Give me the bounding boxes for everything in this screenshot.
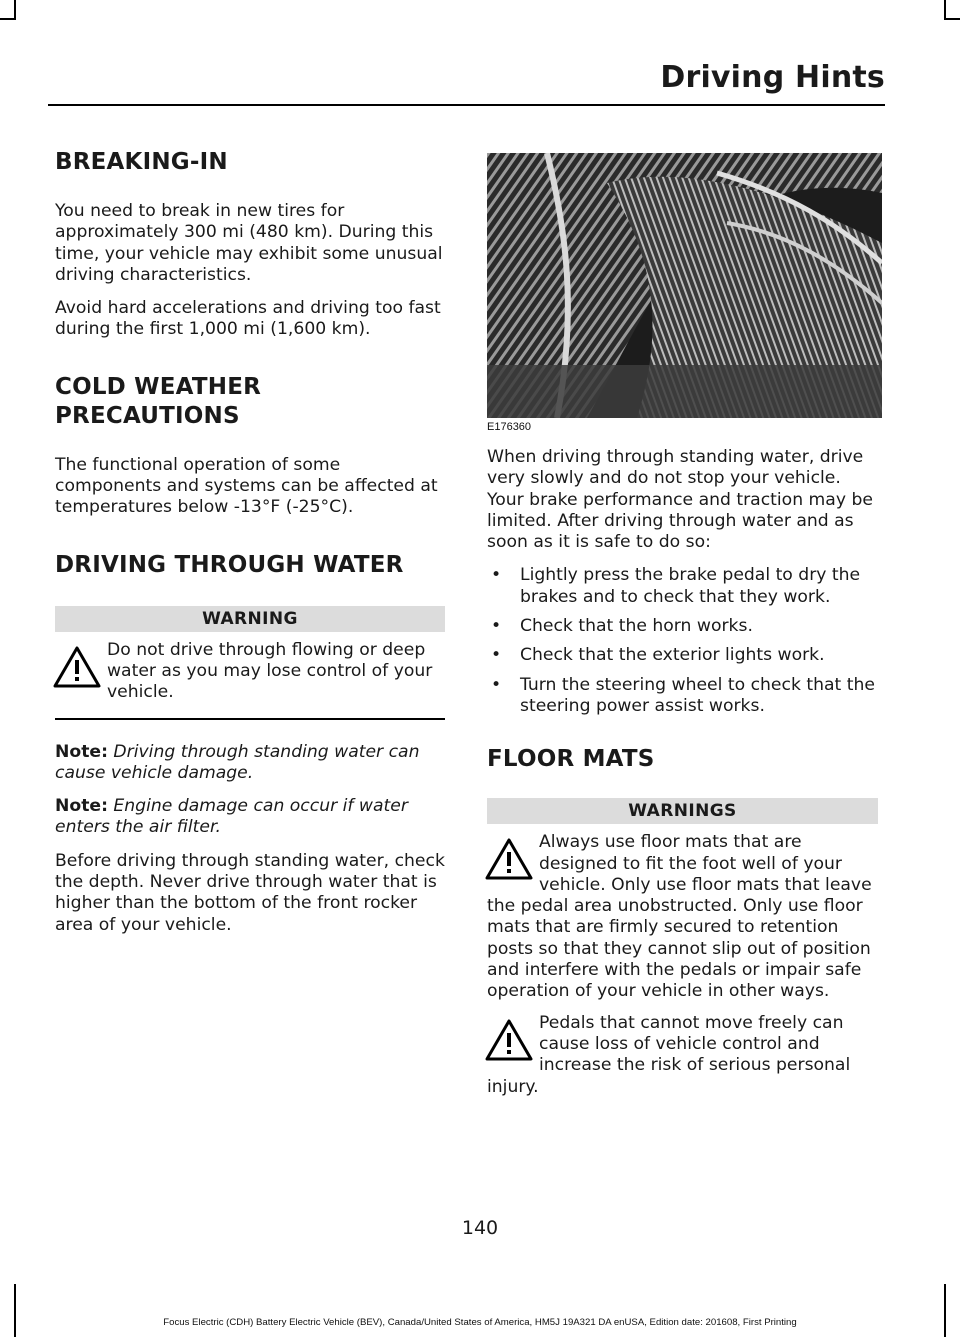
crop-mark: [14, 1284, 16, 1337]
section-heading-driving-through-water: DRIVING THROUGH WATER: [55, 551, 404, 578]
list-item-text: Check that the horn works.: [520, 616, 753, 637]
crop-mark: [944, 1284, 946, 1337]
bullet-marker: •: [491, 565, 502, 586]
list-item: [487, 675, 878, 718]
heading-line: PRECAUTIONS: [55, 402, 240, 429]
list-item: [487, 616, 878, 637]
page-title: Driving Hints: [660, 60, 885, 95]
tire-illustration: [487, 153, 882, 418]
warning-triangle-icon: [483, 836, 535, 882]
section-heading-cold-weather: [55, 373, 445, 431]
paragraph: Before driving through standing water, check the depth. Never drive through water that is higher than the bottom of the front rocker area of your vehicle.: [55, 850, 445, 935]
warning-text: Always use floor mats that are designed to fit the foot well of your vehicle. Only use floor mats that leave the pedal area unobstructed. Only use floor mats that are firmly secured to retention posts so that they cannot slip out of position and interfere with the pedals or impair safe operation of your vehicle in other ways.: [487, 832, 872, 1002]
footer-edition-info: Focus Electric (CDH) Battery Electric Vehicle (BEV), Canada/United States of America, HM5J 19A321 DA enUSA, Edition date: 201608, First Printing: [163, 1317, 797, 1328]
warning-triangle-icon: [483, 1017, 535, 1063]
crop-mark: [944, 0, 946, 20]
note-label: Note:: [55, 741, 108, 762]
list-item: [487, 565, 878, 608]
warning-triangle-icon: [51, 644, 103, 690]
bullet-marker: •: [491, 674, 502, 695]
list-item-text: Turn the steering wheel to check that the steering power assist works.: [520, 674, 875, 716]
warning-text: Pedals that cannot move freely can cause loss of vehicle control and increase the risk of serious personal injury.: [487, 1012, 851, 1097]
paragraph: Avoid hard accelerations and driving too fast during the first 1,000 mi (1,600 km).: [55, 298, 441, 340]
warning-block: [55, 640, 445, 704]
list-item: [487, 645, 878, 666]
paragraph: When driving through standing water, drive very slowly and do not stop your vehicle. Your brake performance and traction may be limited. After driving through water and as soon as it is safe to do so:: [487, 447, 873, 553]
left-column: [55, 148, 445, 936]
note-label: Note:: [55, 796, 108, 817]
bullet-list: [487, 565, 878, 717]
warning-block: [487, 832, 878, 1002]
note: [55, 742, 445, 785]
section-heading-floor-mats: FLOOR MATS: [487, 746, 655, 773]
warning-text: Do not drive through flowing or deep water as you may lose control of your vehicle.: [107, 639, 433, 703]
list-item-text: Lightly press the brake pedal to dry the brakes and to check that they work.: [520, 565, 861, 607]
tire-water-photo: [487, 153, 882, 418]
warning-block: [487, 1013, 878, 1098]
warning-title: WARNING: [55, 606, 445, 632]
note-text: Engine damage can occur if water enters the air filter.: [55, 796, 408, 838]
warnings-title: WARNINGS: [487, 798, 878, 824]
bullet-marker: •: [491, 645, 502, 666]
note: [55, 796, 445, 839]
heading-line: COLD WEATHER: [55, 373, 262, 400]
list-item-text: Check that the exterior lights work.: [520, 645, 825, 666]
crop-mark: [944, 18, 960, 20]
figure-id: E176360: [487, 421, 532, 433]
bullet-marker: •: [491, 616, 502, 637]
page-number: 140: [461, 1217, 499, 1239]
section-heading-breaking-in: BREAKING-IN: [55, 149, 228, 175]
crop-mark: [0, 18, 16, 20]
crop-mark: [14, 0, 16, 20]
header-rule: [48, 104, 885, 106]
paragraph: The functional operation of some components and systems can be affected at temperatures below -13°F (-25°C).: [55, 454, 438, 518]
note-text: Driving through standing water can cause vehicle damage.: [55, 741, 420, 783]
paragraph: You need to break in new tires for approximately 300 mi (480 km). During this time, your vehicle may exhibit some unusual driving characteristics.: [55, 201, 443, 285]
right-column: [487, 153, 878, 1098]
